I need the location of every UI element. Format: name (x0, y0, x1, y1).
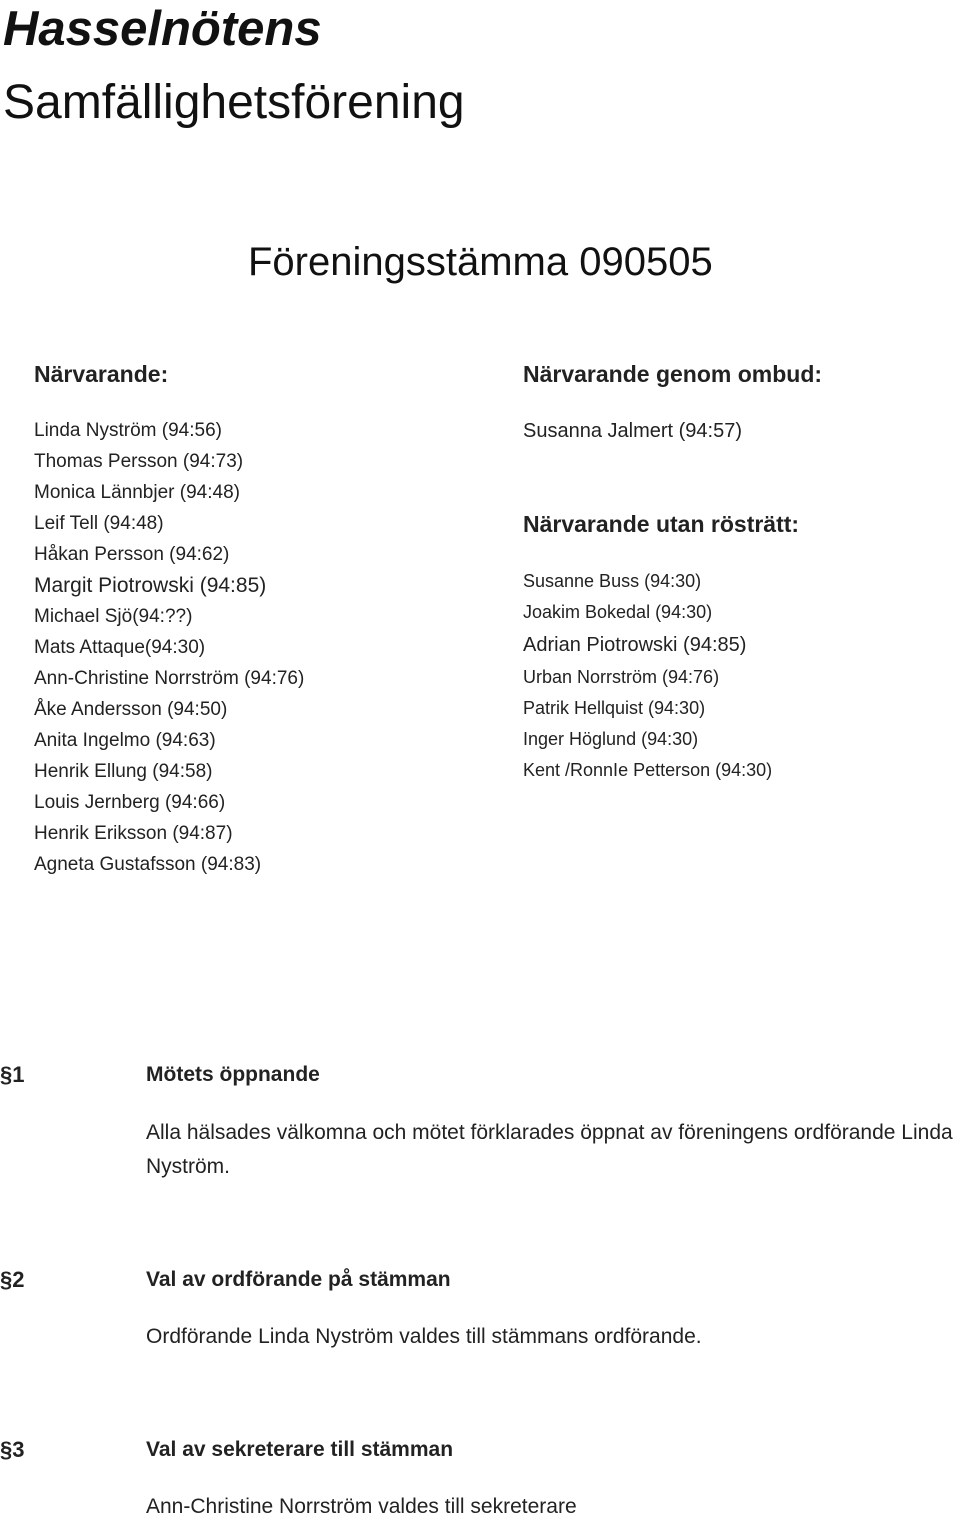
no-vote-name: Joakim Bokedal (94:30) (523, 602, 713, 622)
present-name: Thomas Persson (94:73) (34, 451, 244, 472)
organization-subtitle: Samfällighetsförening (3, 76, 465, 129)
present-name: Ann-Christine Norrström (94:76) (34, 668, 305, 689)
proxy-heading: Närvarande genom ombud: (523, 361, 823, 387)
item-number: 1 (12, 1062, 25, 1087)
organization-name: Hasselnötens (3, 2, 322, 56)
no-vote-name: Urban Norrström (94:76) (523, 667, 720, 687)
agenda-item (0, 1061, 25, 1089)
item-heading: Val av sekreterare till stämman (146, 1438, 454, 1461)
no-vote-name: Patrik Hellquist (94:30) (523, 698, 706, 718)
item-body: Ann-Christine Norrström valdes till sekreterare (146, 1495, 577, 1518)
present-name: Åke Andersson (94:50) (34, 699, 228, 720)
present-name: Mats Attaque(94:30) (34, 637, 206, 658)
agenda-item (0, 1436, 25, 1464)
present-name: Håkan Persson (94:62) (34, 544, 230, 565)
proxy-list (523, 416, 742, 447)
item-number: 2 (12, 1267, 25, 1292)
present-name: Michael Sjö(94:??) (34, 606, 193, 627)
meeting-title: Föreningsstämma 090505 (248, 240, 713, 284)
no-vote-name: Adrian Piotrowski (94:85) (523, 634, 747, 656)
proxy-name: Susanna Jalmert (94:57) (523, 420, 743, 442)
present-name: Henrik Eriksson (94:87) (34, 823, 233, 844)
present-name: Margit Piotrowski (94:85) (34, 574, 267, 597)
no-vote-list (523, 566, 772, 786)
present-name: Linda Nyström (94:56) (34, 420, 222, 441)
item-body: Alla hälsades välkomna och mötet förklarades öppnat av föreningens ordförande Linda Nyström. (146, 1121, 953, 1178)
present-name: Monica Lännbjer (94:48) (34, 482, 240, 503)
no-vote-name: Susanne Buss (94:30) (523, 571, 702, 591)
present-name: Louis Jernberg (94:66) (34, 792, 226, 813)
no-vote-name: Inger Höglund (94:30) (523, 729, 699, 749)
no-vote-name: Kent /RonnIe Petterson (94:30) (523, 760, 773, 780)
section-sign: § (0, 1437, 13, 1462)
item-heading: Val av ordförande på stämman (146, 1268, 451, 1291)
present-name: Agneta Gustafsson (94:83) (34, 854, 262, 875)
agenda-item (0, 1266, 25, 1294)
present-heading: Närvarande: (34, 361, 169, 387)
present-name: Henrik Ellung (94:58) (34, 761, 213, 782)
present-list (34, 416, 304, 881)
item-body: Ordförande Linda Nyström valdes till stämmans ordförande. (146, 1325, 702, 1348)
item-number: 3 (12, 1437, 25, 1462)
present-name: Anita Ingelmo (94:63) (34, 730, 216, 751)
present-name: Leif Tell (94:48) (34, 513, 164, 534)
section-sign: § (0, 1267, 13, 1292)
section-sign: § (0, 1062, 13, 1087)
item-heading: Mötets öppnande (146, 1063, 320, 1086)
no-vote-heading: Närvarande utan rösträtt: (523, 511, 800, 537)
